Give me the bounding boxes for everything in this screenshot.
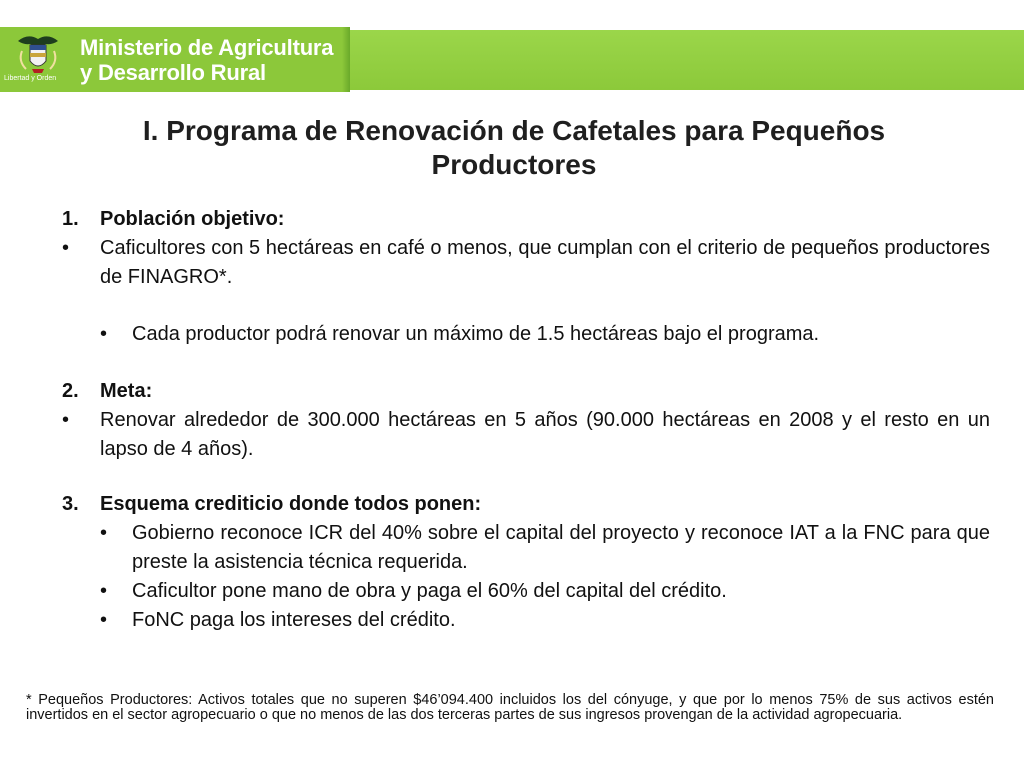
section-3-sub-bullet-2 — [58, 577, 990, 606]
bullet-marker: • — [62, 409, 70, 431]
section-1-number: 1. — [62, 208, 79, 230]
section-2-heading — [58, 377, 990, 406]
section-3-number: 3. — [62, 493, 79, 515]
slide-body — [58, 205, 990, 635]
slide-title — [40, 114, 988, 182]
section-3-sub-bullet-3 — [58, 606, 990, 635]
bullet-marker: • — [100, 522, 108, 544]
section-3-sub-bullet-2-text: Caficultor pone mano de obra y paga el 60% del capital del crédito. — [132, 580, 727, 602]
section-1-bullet — [58, 234, 990, 292]
ministry-name-line2: y Desarrollo Rural — [80, 60, 266, 85]
section-3-sub-bullet-1 — [58, 519, 990, 577]
section-1-bullet-text: Caficultores con 5 hectáreas en café o menos, que cumplan con el criterio de pequeños productores de FINAGRO*. — [100, 237, 990, 288]
section-1-heading — [58, 205, 990, 234]
section-3-heading — [58, 490, 990, 519]
section-2-bullet — [58, 406, 990, 464]
section-2-number: 2. — [62, 380, 79, 402]
section-2-bullet-text: Renovar alrededor de 300.000 hectáreas en 5 años (90.000 hectáreas en 2008 y el resto en un lapso de 4 años). — [100, 409, 990, 460]
ministry-name — [80, 35, 333, 85]
header-banner-band — [346, 30, 1024, 90]
coat-of-arms-icon — [8, 31, 68, 77]
section-1-sub-bullet-text: Cada productor podrá renovar un máximo de 1.5 hectáreas bajo el programa. — [132, 323, 820, 345]
section-3-heading-text: Esquema crediticio donde todos ponen: — [100, 493, 482, 515]
ministry-name-line1: Ministerio de Agricultura — [80, 35, 334, 60]
slide-title-line1: I. Programa de Renovación de Cafetales para Pequeños — [142, 115, 886, 146]
section-3-sub-bullet-1-text: Gobierno reconoce ICR del 40% sobre el capital del proyecto y reconoce IAT a la FNC para que preste la asistencia técnica requerida. — [132, 522, 990, 573]
section-1-sub-bullet — [58, 320, 990, 349]
bullet-marker: • — [100, 609, 108, 631]
slide-title-line2: Productores — [431, 149, 597, 180]
bullet-marker: • — [100, 323, 108, 345]
section-1-heading-text: Población objetivo: — [100, 208, 285, 230]
bullet-marker: • — [62, 237, 70, 259]
bullet-marker: • — [100, 580, 108, 602]
section-2-heading-text: Meta: — [100, 380, 153, 402]
footnote: * Pequeños Productores: Activos totales que no superen $46’094.400 incluidos los del cónyuge, y que por lo menos 75% de sus activos estén invertidos en el sector agropecuario o que no menos de las dos terceras partes de sus ingresos provengan de la actividad agropecuaria. — [26, 692, 994, 723]
ministry-logo[interactable] — [0, 25, 346, 92]
section-3-sub-bullet-3-text: FoNC paga los intereses del crédito. — [132, 609, 456, 631]
seal-motto: Libertad y Orden — [4, 75, 57, 82]
